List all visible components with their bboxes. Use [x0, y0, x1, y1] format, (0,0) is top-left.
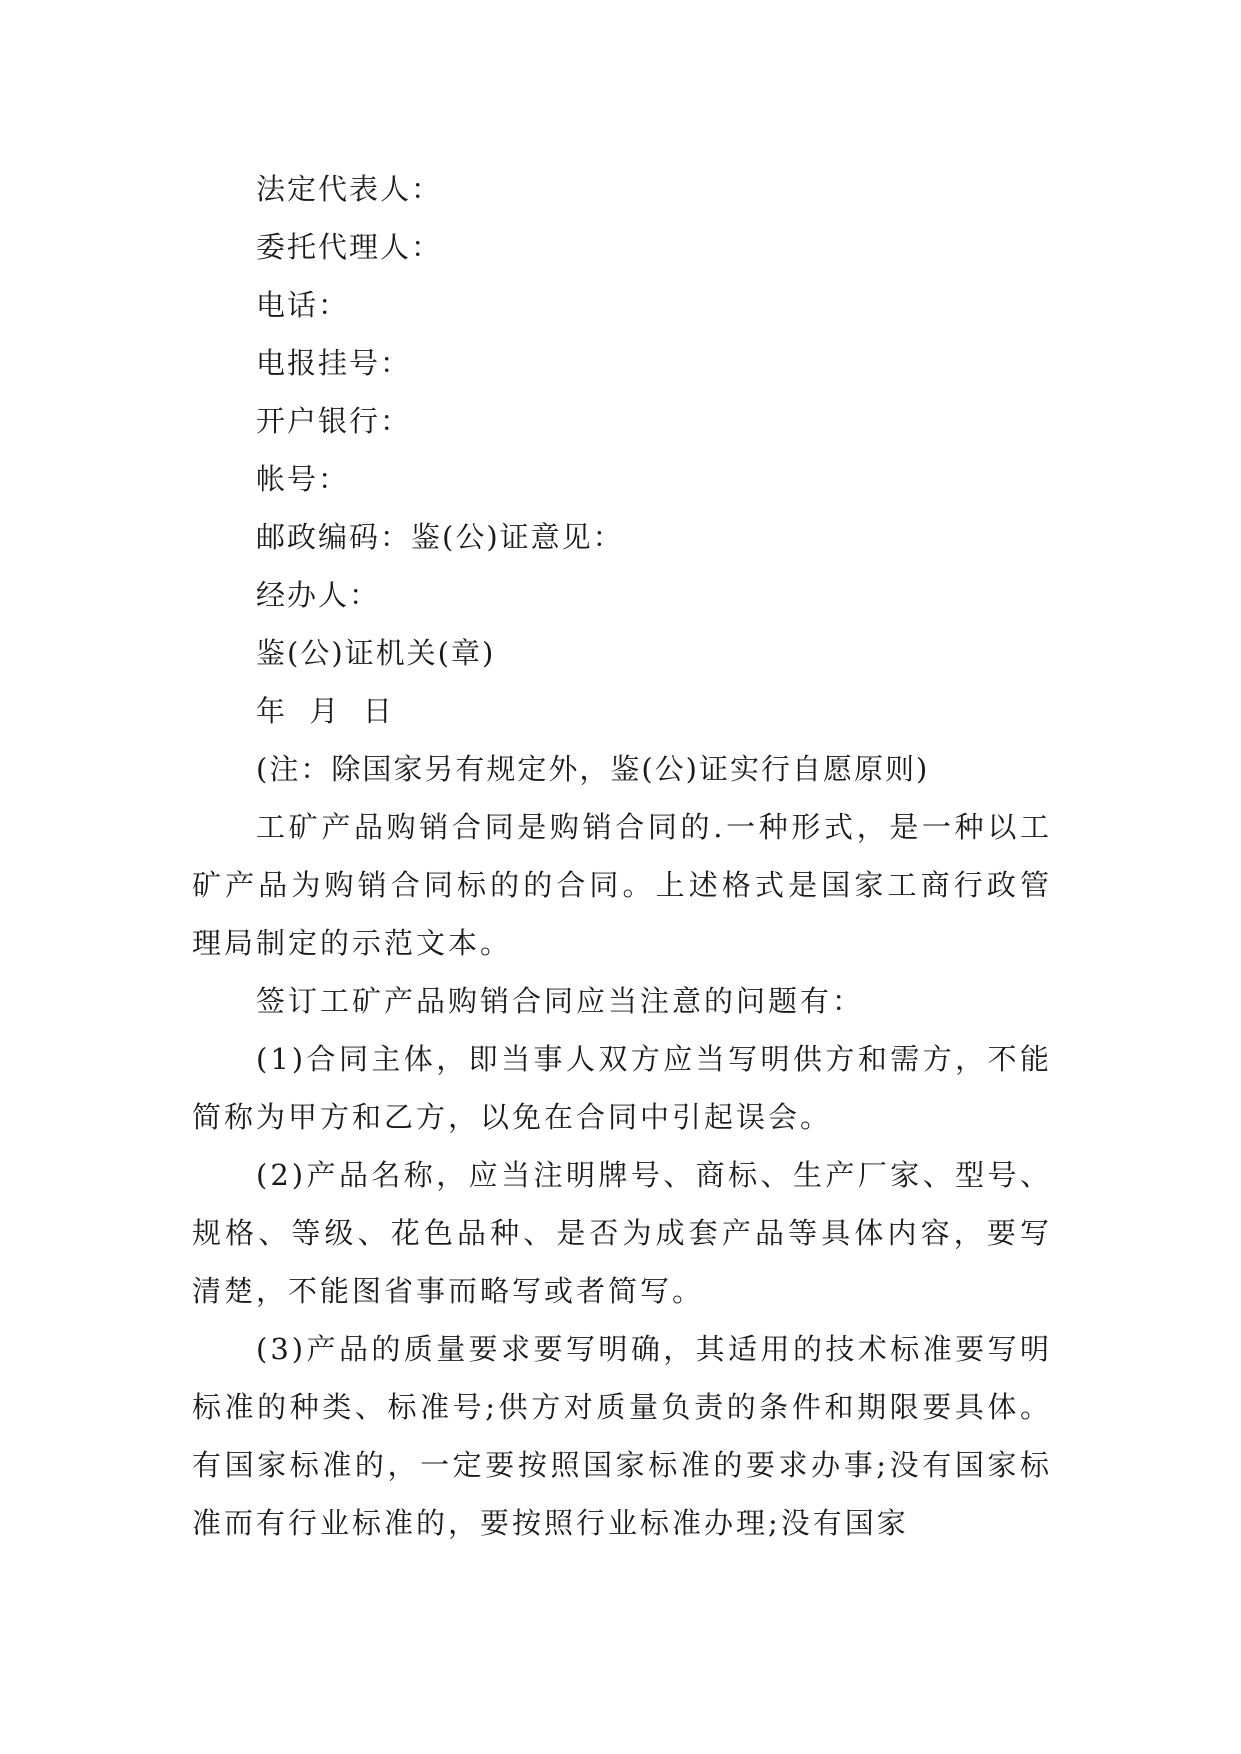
paragraph-issues-intro: 签订工矿产品购销合同应当注意的问题有：: [256, 984, 865, 1018]
paragraph-contract-definition: 工矿产品购销合同是购销合同的.一种形式，是一种以工矿产品为购销合同标的的合同。上述格式是国家工商行政管理局制定的示范文本。: [192, 810, 1052, 960]
field-date: 年 月 日: [256, 694, 394, 728]
field-handler: 经办人：: [256, 578, 381, 612]
field-authorized-agent: 委托代理人：: [256, 230, 443, 264]
paragraph-item-3-quality: (3)产品的质量要求要写明确，其适用的技术标准要写明标准的种类、标准号;供方对质量负责的条件和期限要具体。有国家标准的，一定要按照国家标准的要求办事;没有国家标准而有行业标准的，要按照行业标准办理;没有国家: [192, 1332, 1052, 1540]
field-bank: 开户银行：: [256, 404, 412, 438]
field-legal-representative: 法定代表人：: [256, 172, 443, 206]
paragraph-item-1-parties: (1)合同主体，即当事人双方应当写明供方和需方，不能简称为甲方和乙方，以免在合同中引起误会。: [192, 1042, 1052, 1134]
document-body: [192, 160, 1052, 1552]
field-account-number: 帐号：: [256, 462, 350, 496]
field-telephone: 电话：: [256, 288, 350, 322]
field-telegraph-code: 电报挂号：: [256, 346, 412, 380]
note-voluntary-principle: (注：除国家另有规定外，鉴(公)证实行自愿原则): [256, 752, 930, 786]
field-postal-code-notarization: 邮政编码：鉴(公)证意见：: [256, 520, 624, 554]
paragraph-item-2-product-name: (2)产品名称，应当注明牌号、商标、生产厂家、型号、规格、等级、花色品种、是否为成套产品等具体内容，要写清楚，不能图省事而略写或者简写。: [192, 1158, 1052, 1308]
field-notary-seal: 鉴(公)证机关(章): [256, 636, 496, 670]
